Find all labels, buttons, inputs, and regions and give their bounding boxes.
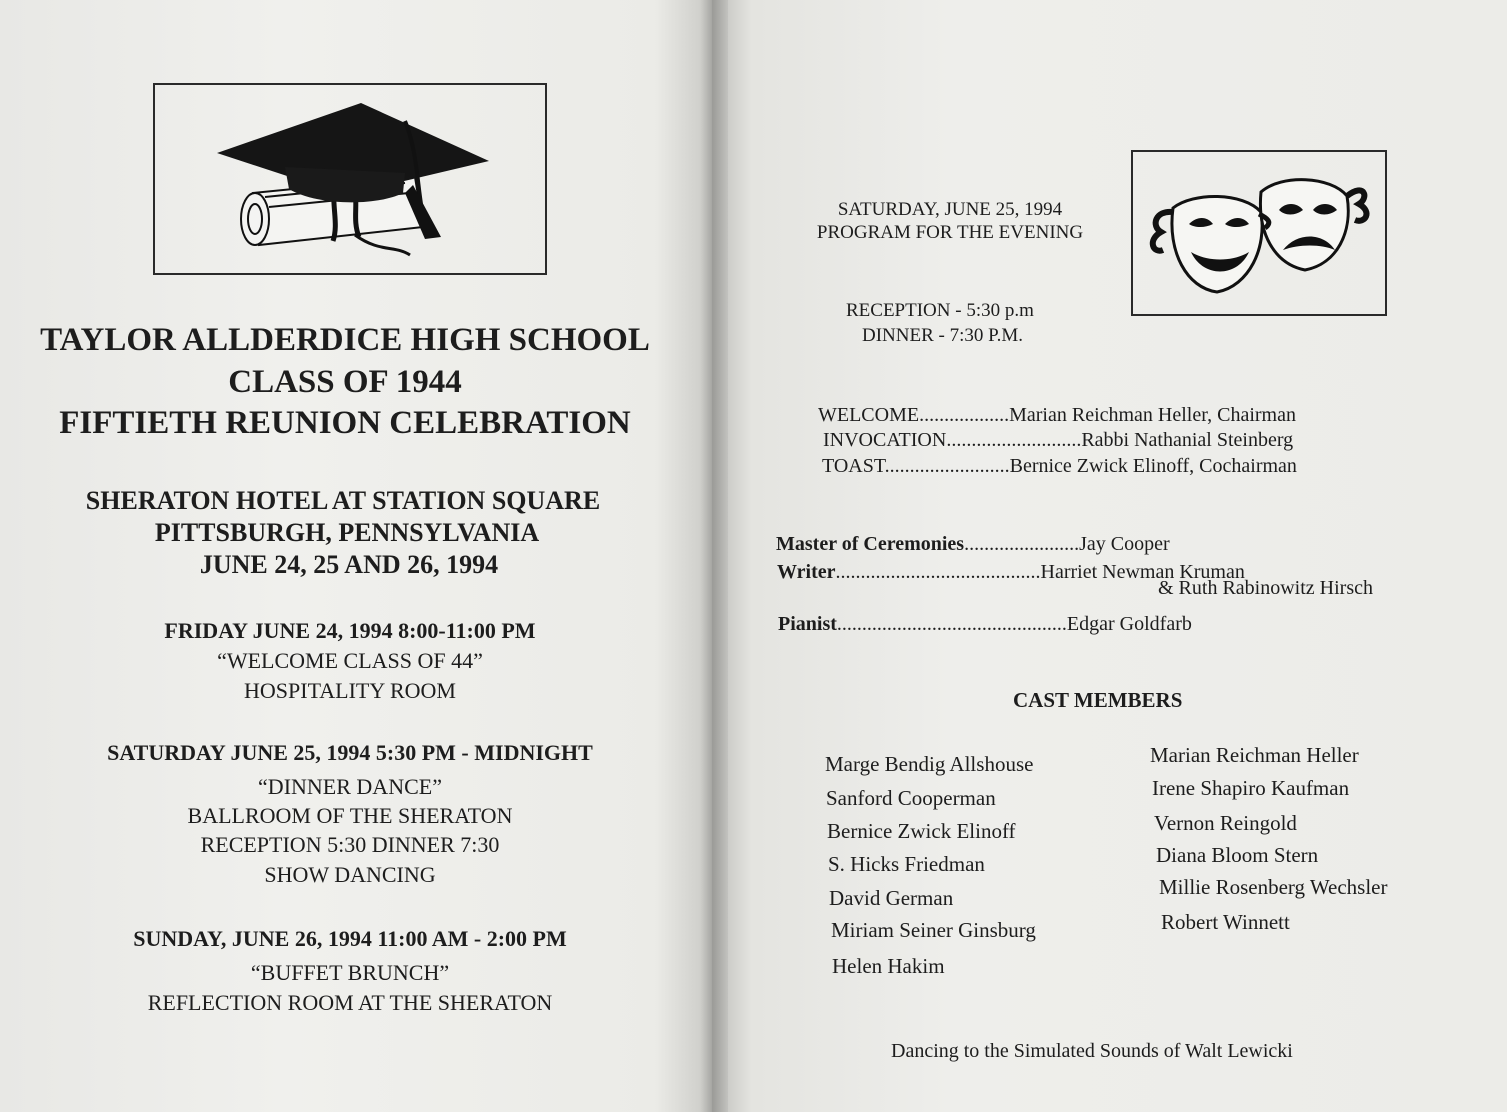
event-heading: FRIDAY JUNE 24, 1994 8:00-11:00 PM bbox=[164, 618, 536, 643]
title-line: TAYLOR ALLDERDICE HIGH SCHOOL bbox=[40, 322, 650, 358]
cast-member: Vernon Reingold bbox=[1154, 811, 1297, 835]
event-line: HOSPITALITY ROOM bbox=[244, 678, 456, 703]
cast-member: Bernice Zwick Elinoff bbox=[827, 819, 1016, 843]
cast-member: Helen Hakim bbox=[832, 954, 945, 978]
title-line: CLASS OF 1944 bbox=[228, 364, 462, 400]
cast-member: Diana Bloom Stern bbox=[1156, 843, 1319, 867]
cast-member: Robert Winnett bbox=[1161, 910, 1290, 934]
event-line: “BUFFET BRUNCH” bbox=[250, 960, 450, 985]
comedy-tragedy-masks-icon bbox=[1131, 150, 1387, 316]
event-line: RECEPTION 5:30 DINNER 7:30 bbox=[200, 832, 500, 857]
graduation-cap-diploma-icon bbox=[153, 83, 547, 275]
credit-row: & Ruth Rabinowitz Hirsch bbox=[1158, 577, 1373, 599]
footer-note: Dancing to the Simulated Sounds of Walt Lewicki bbox=[891, 1040, 1293, 1062]
event-line: “WELCOME CLASS OF 44” bbox=[217, 648, 483, 673]
cast-member: Millie Rosenberg Wechsler bbox=[1159, 875, 1388, 899]
event-line: SHOW DANCING bbox=[264, 862, 436, 887]
reception-time: RECEPTION - 5:30 p.m bbox=[846, 300, 1034, 321]
event-line: REFLECTION ROOM AT THE SHERATON bbox=[147, 990, 553, 1015]
cast-member: Sanford Cooperman bbox=[826, 786, 996, 810]
venue-line: JUNE 24, 25 AND 26, 1994 bbox=[199, 550, 499, 579]
cast-member: Irene Shapiro Kaufman bbox=[1152, 776, 1350, 800]
credit-row: Master of Ceremonies.......................Jay Cooper bbox=[776, 533, 1170, 555]
right-page bbox=[712, 0, 1507, 1112]
program-title: PROGRAM FOR THE EVENING bbox=[816, 222, 1084, 243]
cast-heading: CAST MEMBERS bbox=[1013, 688, 1183, 712]
cast-member: Marge Bendig Allshouse bbox=[825, 752, 1034, 776]
title-line: FIFTIETH REUNION CELEBRATION bbox=[59, 405, 631, 441]
venue-line: SHERATON HOTEL AT STATION SQUARE bbox=[85, 486, 601, 515]
cast-member: S. Hicks Friedman bbox=[828, 852, 985, 876]
program-row: WELCOME..................Marian Reichman Heller, Chairman bbox=[818, 404, 1296, 426]
event-heading: SATURDAY JUNE 25, 1994 5:30 PM - MIDNIGHT bbox=[107, 740, 593, 765]
credit-row: Writer.........................................Harriet Newman Kruman bbox=[777, 561, 1245, 583]
cast-member: Miriam Seiner Ginsburg bbox=[831, 918, 1036, 942]
program-date: SATURDAY, JUNE 25, 1994 bbox=[837, 199, 1063, 220]
cast-member: Marian Reichman Heller bbox=[1150, 743, 1359, 767]
event-line: BALLROOM OF THE SHERATON bbox=[187, 803, 513, 828]
event-heading: SUNDAY, JUNE 26, 1994 11:00 AM - 2:00 PM bbox=[133, 926, 567, 951]
left-page bbox=[0, 0, 712, 1112]
venue-line: PITTSBURGH, PENNSYLVANIA bbox=[154, 518, 540, 547]
program-row: TOAST.........................Bernice Zwick Elinoff, Cochairman bbox=[822, 455, 1297, 477]
cast-member: David German bbox=[829, 886, 954, 910]
credit-row: Pianist..............................................Edgar Goldfarb bbox=[778, 613, 1192, 635]
event-line: “DINNER DANCE” bbox=[258, 774, 442, 799]
program-row: INVOCATION...........................Rabbi Nathanial Steinberg bbox=[823, 429, 1294, 451]
dinner-time: DINNER - 7:30 P.M. bbox=[862, 325, 1023, 346]
